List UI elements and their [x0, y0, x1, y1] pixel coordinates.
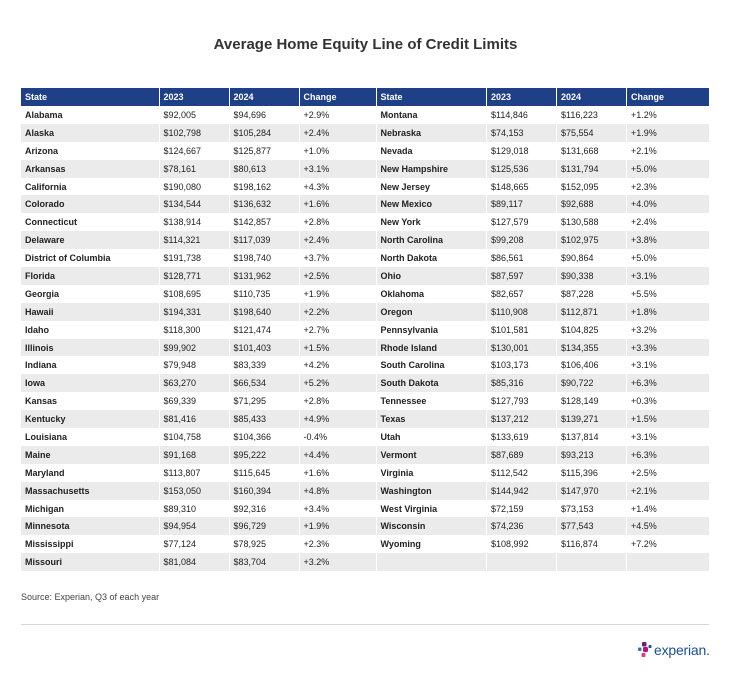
- table-body: [377, 106, 710, 571]
- cell-state: Iowa: [21, 374, 159, 392]
- table-row: [21, 482, 376, 500]
- cell-state: North Dakota: [377, 249, 487, 267]
- table-row: [377, 482, 710, 500]
- cell-state: Virginia: [377, 464, 487, 482]
- table-row: [377, 356, 710, 374]
- cell-2024: $90,338: [557, 267, 627, 285]
- table-row: [21, 231, 376, 249]
- cell-2023: $82,657: [487, 285, 557, 303]
- cell-2024: $116,223: [557, 106, 627, 124]
- cell-2023: $153,050: [159, 482, 229, 500]
- cell-2024: $101,403: [229, 339, 299, 357]
- cell-state: Florida: [21, 267, 159, 285]
- cell-state: Colorado: [21, 195, 159, 213]
- table-header-row: [21, 88, 376, 106]
- table-row: [21, 553, 376, 571]
- table-row: [377, 249, 710, 267]
- cell-2023: $127,793: [487, 392, 557, 410]
- cell-2023: $108,992: [487, 535, 557, 553]
- header-change: Change: [627, 88, 710, 106]
- page-title: Average Home Equity Line of Credit Limits: [213, 36, 518, 53]
- table-row: [21, 464, 376, 482]
- cell-state: District of Columbia: [21, 249, 159, 267]
- cell-change: +1.9%: [299, 285, 376, 303]
- table-row: [21, 374, 376, 392]
- cell-2023: $87,689: [487, 446, 557, 464]
- table-row: [377, 267, 710, 285]
- cell-state: Louisiana: [21, 428, 159, 446]
- cell-change: +6.3%: [627, 446, 710, 464]
- cell-2024: $125,877: [229, 142, 299, 160]
- table-row: [21, 500, 376, 518]
- cell-2024: $93,213: [557, 446, 627, 464]
- table-row: [21, 285, 376, 303]
- header-2023: 2023: [159, 88, 229, 106]
- table-row: [21, 321, 376, 339]
- table-left: [21, 88, 377, 571]
- cell-2023: $91,168: [159, 446, 229, 464]
- cell-state: Missouri: [21, 553, 159, 571]
- cell-state: Connecticut: [21, 213, 159, 231]
- cell-2024: $71,295: [229, 392, 299, 410]
- cell-2023: $81,416: [159, 410, 229, 428]
- table-row: [377, 303, 710, 321]
- table-row: [21, 178, 376, 196]
- cell-state: Washington: [377, 482, 487, 500]
- cell-2023: $92,005: [159, 106, 229, 124]
- data-tables: [21, 88, 709, 571]
- cell-change: +1.9%: [627, 124, 710, 142]
- cell-change: +1.0%: [299, 142, 376, 160]
- cell-2023: $190,080: [159, 178, 229, 196]
- cell-2024: $92,316: [229, 500, 299, 518]
- cell-state: Massachusetts: [21, 482, 159, 500]
- table-row: [21, 339, 376, 357]
- table-row: [377, 428, 710, 446]
- table-row: [21, 535, 376, 553]
- cell-2024: $83,704: [229, 553, 299, 571]
- cell-state: New Mexico: [377, 195, 487, 213]
- cell-state: Tennessee: [377, 392, 487, 410]
- cell-state: Wyoming: [377, 535, 487, 553]
- cell-state: Georgia: [21, 285, 159, 303]
- cell-state: Vermont: [377, 446, 487, 464]
- cell-change: +1.6%: [299, 195, 376, 213]
- divider: [21, 624, 709, 625]
- header-2024: 2024: [229, 88, 299, 106]
- cell-change: [627, 553, 710, 571]
- cell-2023: $127,579: [487, 213, 557, 231]
- cell-2024: $198,740: [229, 249, 299, 267]
- header-2023: 2023: [487, 88, 557, 106]
- cell-2024: $142,857: [229, 213, 299, 231]
- table-body: [21, 106, 376, 571]
- cell-change: +5.2%: [299, 374, 376, 392]
- cell-2024: $83,339: [229, 356, 299, 374]
- cell-2024: $137,814: [557, 428, 627, 446]
- cell-2023: $72,159: [487, 500, 557, 518]
- cell-2024: $136,632: [229, 195, 299, 213]
- cell-2023: $101,581: [487, 321, 557, 339]
- table-row: [377, 446, 710, 464]
- cell-change: +3.2%: [627, 321, 710, 339]
- table-row: [21, 106, 376, 124]
- cell-change: +2.8%: [299, 392, 376, 410]
- cell-state: Arizona: [21, 142, 159, 160]
- cell-change: +5.0%: [627, 160, 710, 178]
- cell-2023: $133,619: [487, 428, 557, 446]
- cell-change: +2.1%: [627, 482, 710, 500]
- table-row: [21, 213, 376, 231]
- cell-state: Hawaii: [21, 303, 159, 321]
- cell-state: Maine: [21, 446, 159, 464]
- cell-2024: $110,735: [229, 285, 299, 303]
- cell-2023: $99,902: [159, 339, 229, 357]
- cell-2023: $113,807: [159, 464, 229, 482]
- cell-2023: $85,316: [487, 374, 557, 392]
- table-row: [21, 124, 376, 142]
- cell-state: South Dakota: [377, 374, 487, 392]
- cell-state: Oklahoma: [377, 285, 487, 303]
- cell-change: +1.9%: [299, 517, 376, 535]
- cell-state: Wisconsin: [377, 517, 487, 535]
- table-row: [377, 535, 710, 553]
- cell-2024: [557, 553, 627, 571]
- cell-change: +2.1%: [627, 142, 710, 160]
- cell-state: West Virginia: [377, 500, 487, 518]
- header-2024: 2024: [557, 88, 627, 106]
- table-row: [377, 500, 710, 518]
- cell-2023: $191,738: [159, 249, 229, 267]
- cell-2023: $69,339: [159, 392, 229, 410]
- cell-change: +1.8%: [627, 303, 710, 321]
- cell-state: California: [21, 178, 159, 196]
- cell-2023: $74,236: [487, 517, 557, 535]
- source-note: Source: Experian, Q3 of each year: [21, 592, 160, 602]
- cell-change: +4.5%: [627, 517, 710, 535]
- cell-state: Illinois: [21, 339, 159, 357]
- experian-logo: [638, 642, 710, 658]
- cell-change: +4.3%: [299, 178, 376, 196]
- cell-state: Alaska: [21, 124, 159, 142]
- cell-2023: $144,942: [487, 482, 557, 500]
- cell-change: +4.2%: [299, 356, 376, 374]
- table-row: [21, 517, 376, 535]
- cell-state: Ohio: [377, 267, 487, 285]
- cell-2024: $115,645: [229, 464, 299, 482]
- cell-2024: $78,925: [229, 535, 299, 553]
- cell-state: South Carolina: [377, 356, 487, 374]
- table-row: [377, 178, 710, 196]
- cell-2024: $87,228: [557, 285, 627, 303]
- cell-2024: $85,433: [229, 410, 299, 428]
- cell-change: +2.3%: [627, 178, 710, 196]
- table-row: [377, 464, 710, 482]
- cell-2023: $78,161: [159, 160, 229, 178]
- cell-state: Michigan: [21, 500, 159, 518]
- cell-2023: $148,665: [487, 178, 557, 196]
- cell-2024: $131,962: [229, 267, 299, 285]
- cell-change: +2.4%: [627, 213, 710, 231]
- cell-state: New York: [377, 213, 487, 231]
- cell-2024: $105,284: [229, 124, 299, 142]
- cell-change: +2.9%: [299, 106, 376, 124]
- cell-2023: $102,798: [159, 124, 229, 142]
- cell-2023: $124,667: [159, 142, 229, 160]
- cell-2023: $99,208: [487, 231, 557, 249]
- cell-state: Texas: [377, 410, 487, 428]
- table-row: [377, 231, 710, 249]
- cell-2024: $198,162: [229, 178, 299, 196]
- table-row: [21, 303, 376, 321]
- cell-change: +3.2%: [299, 553, 376, 571]
- table-row: [21, 267, 376, 285]
- cell-change: +1.5%: [627, 410, 710, 428]
- cell-change: +4.0%: [627, 195, 710, 213]
- cell-change: +4.4%: [299, 446, 376, 464]
- cell-2024: $66,534: [229, 374, 299, 392]
- cell-2023: $103,173: [487, 356, 557, 374]
- cell-2024: $90,722: [557, 374, 627, 392]
- cell-2024: $198,640: [229, 303, 299, 321]
- cell-2024: $128,149: [557, 392, 627, 410]
- table-row: [377, 142, 710, 160]
- cell-2024: $117,039: [229, 231, 299, 249]
- cell-change: +5.5%: [627, 285, 710, 303]
- cell-state: Pennsylvania: [377, 321, 487, 339]
- cell-state: New Hampshire: [377, 160, 487, 178]
- cell-2023: $130,001: [487, 339, 557, 357]
- cell-change: +3.7%: [299, 249, 376, 267]
- cell-2023: $129,018: [487, 142, 557, 160]
- cell-2023: $138,914: [159, 213, 229, 231]
- cell-change: +3.1%: [627, 267, 710, 285]
- cell-change: +3.1%: [299, 160, 376, 178]
- cell-2024: $131,668: [557, 142, 627, 160]
- table-row: [21, 410, 376, 428]
- table-row: [21, 356, 376, 374]
- cell-2024: $152,095: [557, 178, 627, 196]
- table-row: [21, 195, 376, 213]
- table-header-row: [377, 88, 710, 106]
- cell-change: +3.8%: [627, 231, 710, 249]
- cell-2023: $137,212: [487, 410, 557, 428]
- cell-state: Utah: [377, 428, 487, 446]
- cell-2023: $89,310: [159, 500, 229, 518]
- table-row: [21, 160, 376, 178]
- cell-change: +3.1%: [627, 356, 710, 374]
- table-row: [377, 339, 710, 357]
- cell-2023: $194,331: [159, 303, 229, 321]
- cell-2023: $128,771: [159, 267, 229, 285]
- cell-change: +1.4%: [627, 500, 710, 518]
- cell-state: Kansas: [21, 392, 159, 410]
- cell-change: +2.4%: [299, 124, 376, 142]
- cell-change: +3.1%: [627, 428, 710, 446]
- cell-state: Indiana: [21, 356, 159, 374]
- cell-state: Montana: [377, 106, 487, 124]
- cell-2024: $94,696: [229, 106, 299, 124]
- cell-state: Maryland: [21, 464, 159, 482]
- cell-2023: $114,846: [487, 106, 557, 124]
- cell-2023: $125,536: [487, 160, 557, 178]
- cell-2023: $108,695: [159, 285, 229, 303]
- header-change: Change: [299, 88, 376, 106]
- cell-state: Alabama: [21, 106, 159, 124]
- table-row: [21, 249, 376, 267]
- cell-change: +0.3%: [627, 392, 710, 410]
- cell-2024: $104,825: [557, 321, 627, 339]
- cell-state: North Carolina: [377, 231, 487, 249]
- table-row: [377, 124, 710, 142]
- cell-2024: $160,394: [229, 482, 299, 500]
- table-row: [377, 106, 710, 124]
- cell-state: Arkansas: [21, 160, 159, 178]
- cell-change: +4.9%: [299, 410, 376, 428]
- cell-change: +2.5%: [627, 464, 710, 482]
- cell-state: Rhode Island: [377, 339, 487, 357]
- cell-state: Mississippi: [21, 535, 159, 553]
- cell-2023: $89,117: [487, 195, 557, 213]
- cell-2023: $110,908: [487, 303, 557, 321]
- table-row: [377, 374, 710, 392]
- table-row: [21, 428, 376, 446]
- cell-state: Kentucky: [21, 410, 159, 428]
- cell-2024: $116,874: [557, 535, 627, 553]
- cell-2024: $106,406: [557, 356, 627, 374]
- cell-state: Idaho: [21, 321, 159, 339]
- cell-2024: $139,271: [557, 410, 627, 428]
- cell-2024: $80,613: [229, 160, 299, 178]
- cell-change: +2.3%: [299, 535, 376, 553]
- cell-change: +2.7%: [299, 321, 376, 339]
- cell-2023: $79,948: [159, 356, 229, 374]
- table-row: [21, 142, 376, 160]
- cell-2024: $131,794: [557, 160, 627, 178]
- cell-2023: $134,544: [159, 195, 229, 213]
- cell-2024: $77,543: [557, 517, 627, 535]
- table-row: [377, 553, 710, 571]
- cell-2023: $81,084: [159, 553, 229, 571]
- cell-2024: $92,688: [557, 195, 627, 213]
- cell-2023: $86,561: [487, 249, 557, 267]
- table-row: [21, 446, 376, 464]
- table-row: [377, 160, 710, 178]
- cell-2023: $74,153: [487, 124, 557, 142]
- table-row: [377, 195, 710, 213]
- cell-change: +7.2%: [627, 535, 710, 553]
- cell-2024: $112,871: [557, 303, 627, 321]
- experian-logo-text: experian.: [654, 642, 710, 658]
- cell-2024: $115,396: [557, 464, 627, 482]
- cell-change: +1.5%: [299, 339, 376, 357]
- cell-2024: $134,355: [557, 339, 627, 357]
- cell-2023: $87,597: [487, 267, 557, 285]
- table-row: [377, 321, 710, 339]
- cell-state: Minnesota: [21, 517, 159, 535]
- cell-change: +6.3%: [627, 374, 710, 392]
- cell-change: +1.2%: [627, 106, 710, 124]
- cell-2024: $147,970: [557, 482, 627, 500]
- cell-change: +5.0%: [627, 249, 710, 267]
- cell-2024: $90,864: [557, 249, 627, 267]
- cell-2023: $104,758: [159, 428, 229, 446]
- cell-2024: $95,222: [229, 446, 299, 464]
- cell-state: Nevada: [377, 142, 487, 160]
- cell-2023: $112,542: [487, 464, 557, 482]
- cell-change: +2.2%: [299, 303, 376, 321]
- header-state: State: [21, 88, 159, 106]
- header-state: State: [377, 88, 487, 106]
- cell-state: Nebraska: [377, 124, 487, 142]
- cell-change: +2.5%: [299, 267, 376, 285]
- table-row: [377, 517, 710, 535]
- cell-2024: $75,554: [557, 124, 627, 142]
- cell-2024: $121,474: [229, 321, 299, 339]
- cell-change: +4.8%: [299, 482, 376, 500]
- cell-change: +2.8%: [299, 213, 376, 231]
- cell-2024: $96,729: [229, 517, 299, 535]
- cell-change: +3.4%: [299, 500, 376, 518]
- cell-2023: [487, 553, 557, 571]
- cell-2024: $104,366: [229, 428, 299, 446]
- table-row: [377, 392, 710, 410]
- cell-state: Delaware: [21, 231, 159, 249]
- cell-2024: $73,153: [557, 500, 627, 518]
- cell-2024: $102,975: [557, 231, 627, 249]
- cell-state: Oregon: [377, 303, 487, 321]
- cell-change: +3.3%: [627, 339, 710, 357]
- cell-change: +2.4%: [299, 231, 376, 249]
- cell-2023: $94,954: [159, 517, 229, 535]
- cell-2023: $77,124: [159, 535, 229, 553]
- cell-2023: $114,321: [159, 231, 229, 249]
- cell-2024: $130,588: [557, 213, 627, 231]
- cell-change: +1.6%: [299, 464, 376, 482]
- table-right: [377, 88, 711, 571]
- table-row: [21, 392, 376, 410]
- cell-2023: $63,270: [159, 374, 229, 392]
- table-row: [377, 410, 710, 428]
- table-row: [377, 213, 710, 231]
- cell-change: -0.4%: [299, 428, 376, 446]
- table-row: [377, 285, 710, 303]
- cell-state: New Jersey: [377, 178, 487, 196]
- cell-state: [377, 553, 487, 571]
- cell-2023: $118,300: [159, 321, 229, 339]
- experian-dots-icon: [638, 642, 652, 658]
